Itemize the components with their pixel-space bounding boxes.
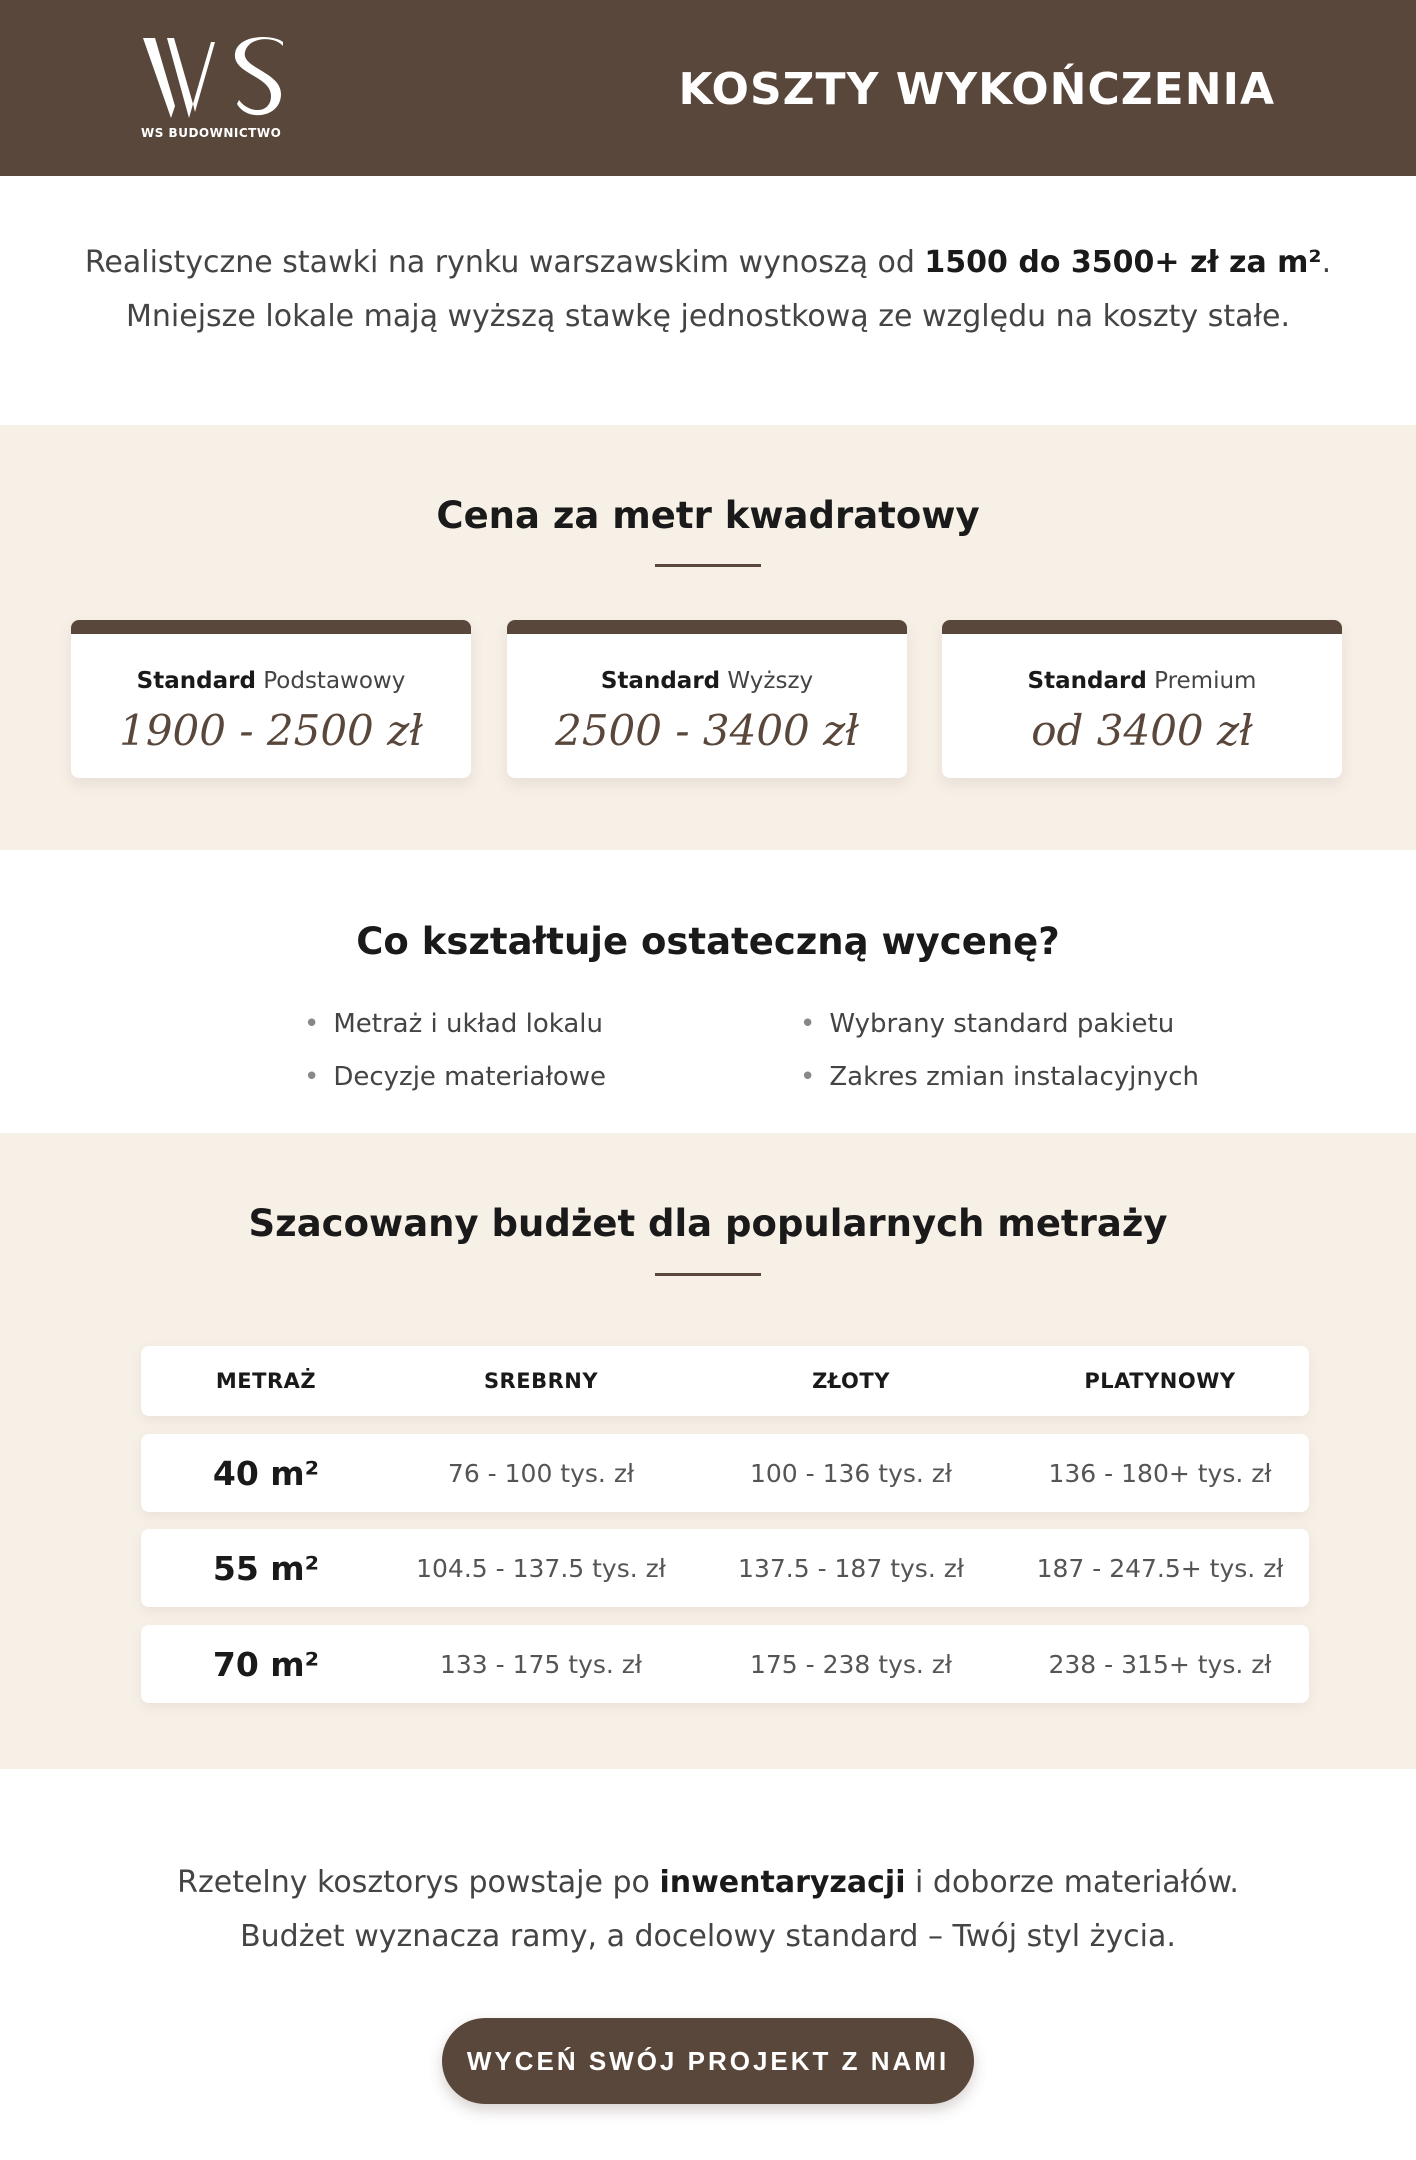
card-label-bold: Standard [600,668,721,694]
outro-line-2: Budżet wyznacza ramy, a docelowy standard – Twój styl życia. [240,1919,1176,1954]
column-header: PLATYNOWY [1084,1369,1236,1393]
card-label [942,668,1342,694]
ws-logo-icon [141,34,291,124]
price-card-higher [507,620,907,778]
factor-item: • Zakres zmian instalacyjnych [800,1062,1199,1092]
cell-platinum: 136 - 180+ tys. zł [1048,1458,1272,1488]
factor-item: • Decyzje materiałowe [304,1062,606,1092]
price-card-premium [942,620,1342,778]
page-title: KOSZTY WYKOŃCZENIA [678,64,1275,115]
outro-line-1 [0,1856,1416,1910]
table-row [141,1625,1309,1703]
card-label-bold: Standard [1027,668,1147,694]
outro-text [0,1856,1416,1964]
cell-platinum: 187 - 247.5+ tys. zł [1036,1553,1284,1583]
card-price: 2500 - 3400 zł [555,706,859,755]
card-label [507,668,907,694]
cell-silver: 104.5 - 137.5 tys. zł [416,1553,666,1583]
card-label-bold: Standard [136,668,256,694]
outro-line-1-end: i doborze materiałów. [905,1865,1239,1900]
intro-line-1 [0,236,1416,290]
card-label-tier: Podstawowy [255,668,406,694]
price-card-basic [71,620,471,778]
card-price: od 3400 zł [1031,706,1253,755]
cell-silver: 133 - 175 tys. zł [439,1649,643,1679]
logo-text: WS BUDOWNICTWO [141,126,282,140]
factor-item: • Metraż i układ lokalu [304,1009,603,1039]
cell-gold: 175 - 238 tys. zł [749,1649,953,1679]
brand-logo[interactable] [141,34,291,144]
factors-title: Co kształtuje ostateczną wycenę? [356,920,1060,963]
price-section-divider [655,564,761,567]
card-label-tier: Wyższy [720,668,814,694]
column-header: SREBRNY [483,1369,599,1393]
quote-project-button[interactable]: WYCEŃ SWÓJ PROJEKT Z NAMI [442,2018,974,2104]
price-section-title: Cena za metr kwadratowy [436,494,980,537]
budget-section-divider [655,1273,761,1276]
column-header: ZŁOTY [812,1369,890,1393]
intro-text [0,236,1416,344]
row-size: 70 m² [212,1644,320,1684]
intro-line-1-text: Realistyczne stawki na rynku warszawskim wynoszą od [84,245,925,280]
row-size: 40 m² [212,1453,320,1493]
table-header [141,1346,1309,1416]
intro-price-range: 1500 do 3500+ zł za m² [924,245,1322,280]
column-header: METRAŻ [215,1369,317,1393]
cell-silver: 76 - 100 tys. zł [447,1458,635,1488]
table-row [141,1434,1309,1512]
outro-line-1-text: Rzetelny kosztorys powstaje po [177,1865,660,1900]
intro-line-1-end: . [1321,245,1332,280]
card-label [71,668,471,694]
outro-emphasis: inwentaryzacji [659,1865,906,1900]
table-row [141,1529,1309,1607]
budget-section-title: Szacowany budżet dla popularnych metraży [248,1202,1168,1245]
card-price: 1900 - 2500 zł [119,706,423,755]
row-size: 55 m² [212,1548,320,1588]
page-header [0,0,1416,176]
factor-item: • Wybrany standard pakietu [800,1009,1174,1039]
cell-gold: 100 - 136 tys. zł [749,1458,953,1488]
cell-gold: 137.5 - 187 tys. zł [738,1553,964,1583]
intro-line-2: Mniejsze lokale mają wyższą stawkę jednostkową ze względu na koszty stałe. [126,299,1290,334]
cell-platinum: 238 - 315+ tys. zł [1048,1649,1272,1679]
card-label-tier: Premium [1146,668,1257,694]
